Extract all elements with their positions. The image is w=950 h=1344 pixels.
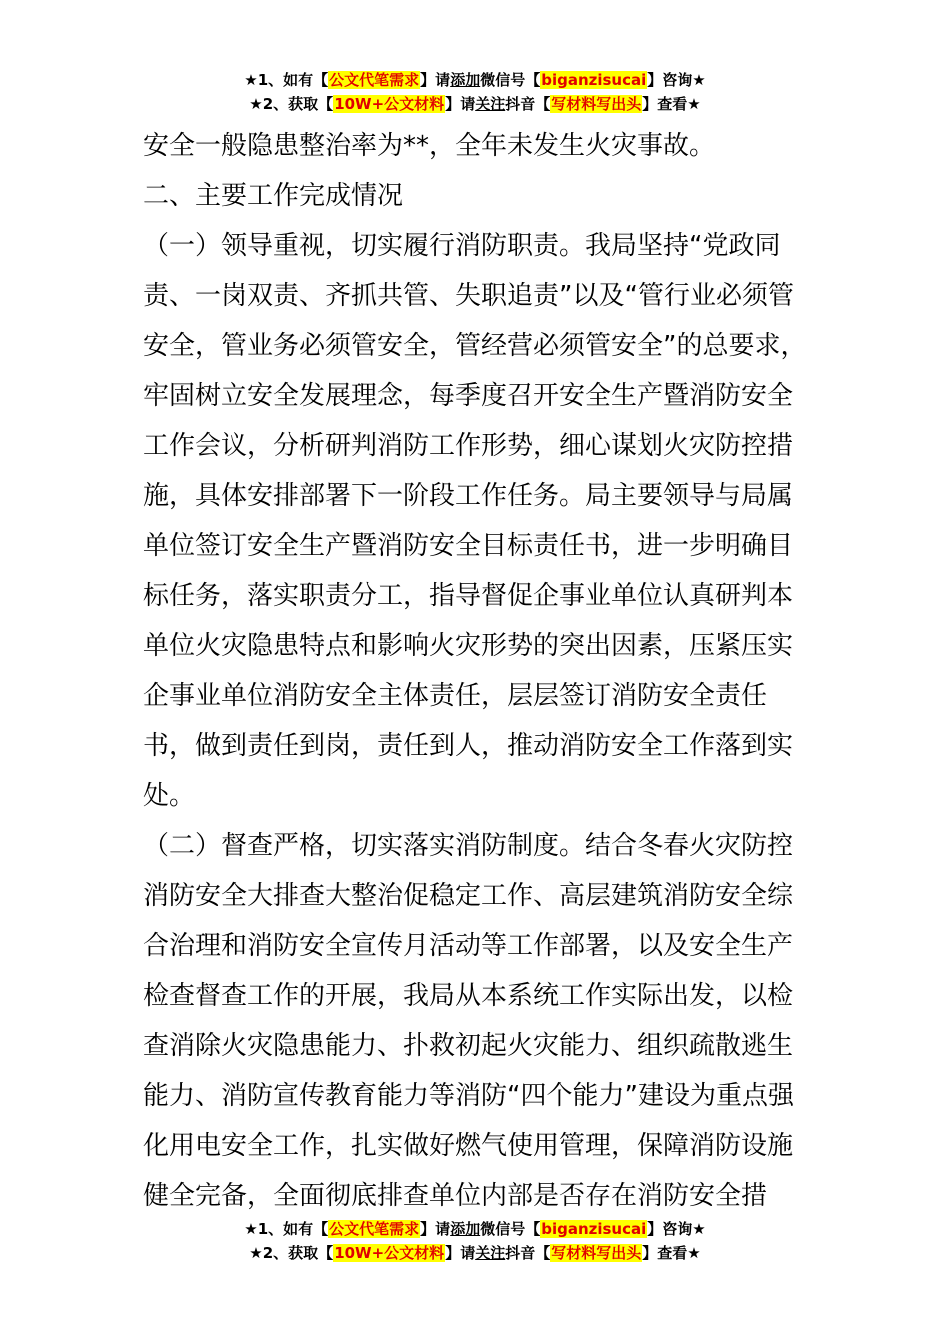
banner-text: 关注 bbox=[475, 1244, 506, 1262]
paragraph: 安全一般隐患整治率为**，全年未发生火灾事故。 bbox=[143, 131, 716, 161]
banner-text: ★1、如有【 bbox=[244, 1220, 329, 1238]
footer-banner bbox=[0, 1217, 950, 1265]
banner-text: ★2、获取【 bbox=[249, 1244, 334, 1262]
banner-line-1 bbox=[0, 1217, 950, 1241]
section-heading: 二、主要工作完成情况 bbox=[143, 181, 404, 211]
banner-text: 抖音【 bbox=[505, 1244, 551, 1262]
paragraph: （二）督查严格，切实落实消防制度。结合冬春火灾防控消防安全大排查大整治促稳定工作、高层建筑消防安全综合治理和消防安全宣传月活动等工作部署，以及安全生产检查督查工作的开展，我局从本系统工作实际出发，以检查消除火灾隐患能力、扑救初起火灾能力、组织疏散逃生能力、消防宣传教育能力等消防“四个能力”建设为重点强化用电安全工作，扎实做好燃气使用管理，保障消防设施健全完备，全面彻底排查单位内部是否存在消防安全措 bbox=[143, 831, 794, 1211]
banner-text: 微信号【 bbox=[480, 71, 541, 89]
banner-text: 】咨询★ bbox=[647, 1220, 706, 1238]
banner-highlight: biganzisucai bbox=[541, 1220, 647, 1238]
banner-text: 】请 bbox=[420, 1220, 451, 1238]
banner-text: 】咨询★ bbox=[647, 71, 706, 89]
banner-text: 】查看★ bbox=[642, 1244, 701, 1262]
banner-highlight: 公文代笔需求 bbox=[329, 71, 420, 89]
banner-highlight: biganzisucai bbox=[541, 71, 647, 89]
paragraph: （一）领导重视，切实履行消防职责。我局坚持“党政同责、一岗双责、齐抓共管、失职追责”以及“管行业必须管安全，管业务必须管安全，管经营必须管安全”的总要求，牢固树立安全发展理念，每季度召开安全生产暨消防安全工作会议，分析研判消防工作形势，细心谋划火灾防控措施，具体安排部署下一阶段工作任务。局主要领导与局属单位签订安全生产暨消防安全目标责任书，进一步明确目标任务，落实职责分工，指导督促企事业单位认真研判本单位火灾隐患特点和影响火灾形势的突出因素，压紧压实企事业单位消防安全主体责任，层层签订消防安全责任书，做到责任到岗，责任到人，推动消防安全工作落到实处。 bbox=[143, 231, 807, 811]
banner-text: 添加 bbox=[450, 71, 481, 89]
banner-text: 】请 bbox=[445, 95, 476, 113]
banner-line-2 bbox=[0, 1241, 950, 1265]
banner-text: 】请 bbox=[445, 1244, 476, 1262]
banner-text: 微信号【 bbox=[480, 1220, 541, 1238]
banner-text: 】查看★ bbox=[642, 95, 701, 113]
banner-text: 关注 bbox=[475, 95, 506, 113]
banner-text: 抖音【 bbox=[505, 95, 551, 113]
banner-line-2 bbox=[0, 92, 950, 116]
banner-text: ★2、获取【 bbox=[249, 95, 334, 113]
banner-text: ★1、如有【 bbox=[244, 71, 329, 89]
document-body bbox=[143, 121, 811, 1221]
banner-text: 添加 bbox=[450, 1220, 481, 1238]
banner-highlight: 写材料写出头 bbox=[551, 95, 642, 113]
banner-text: 】请 bbox=[420, 71, 451, 89]
banner-highlight: 10W+公文材料 bbox=[334, 1244, 445, 1262]
banner-highlight: 公文代笔需求 bbox=[329, 1220, 420, 1238]
banner-highlight: 10W+公文材料 bbox=[334, 95, 445, 113]
banner-line-1 bbox=[0, 68, 950, 92]
banner-highlight: 写材料写出头 bbox=[551, 1244, 642, 1262]
header-banner bbox=[0, 68, 950, 116]
